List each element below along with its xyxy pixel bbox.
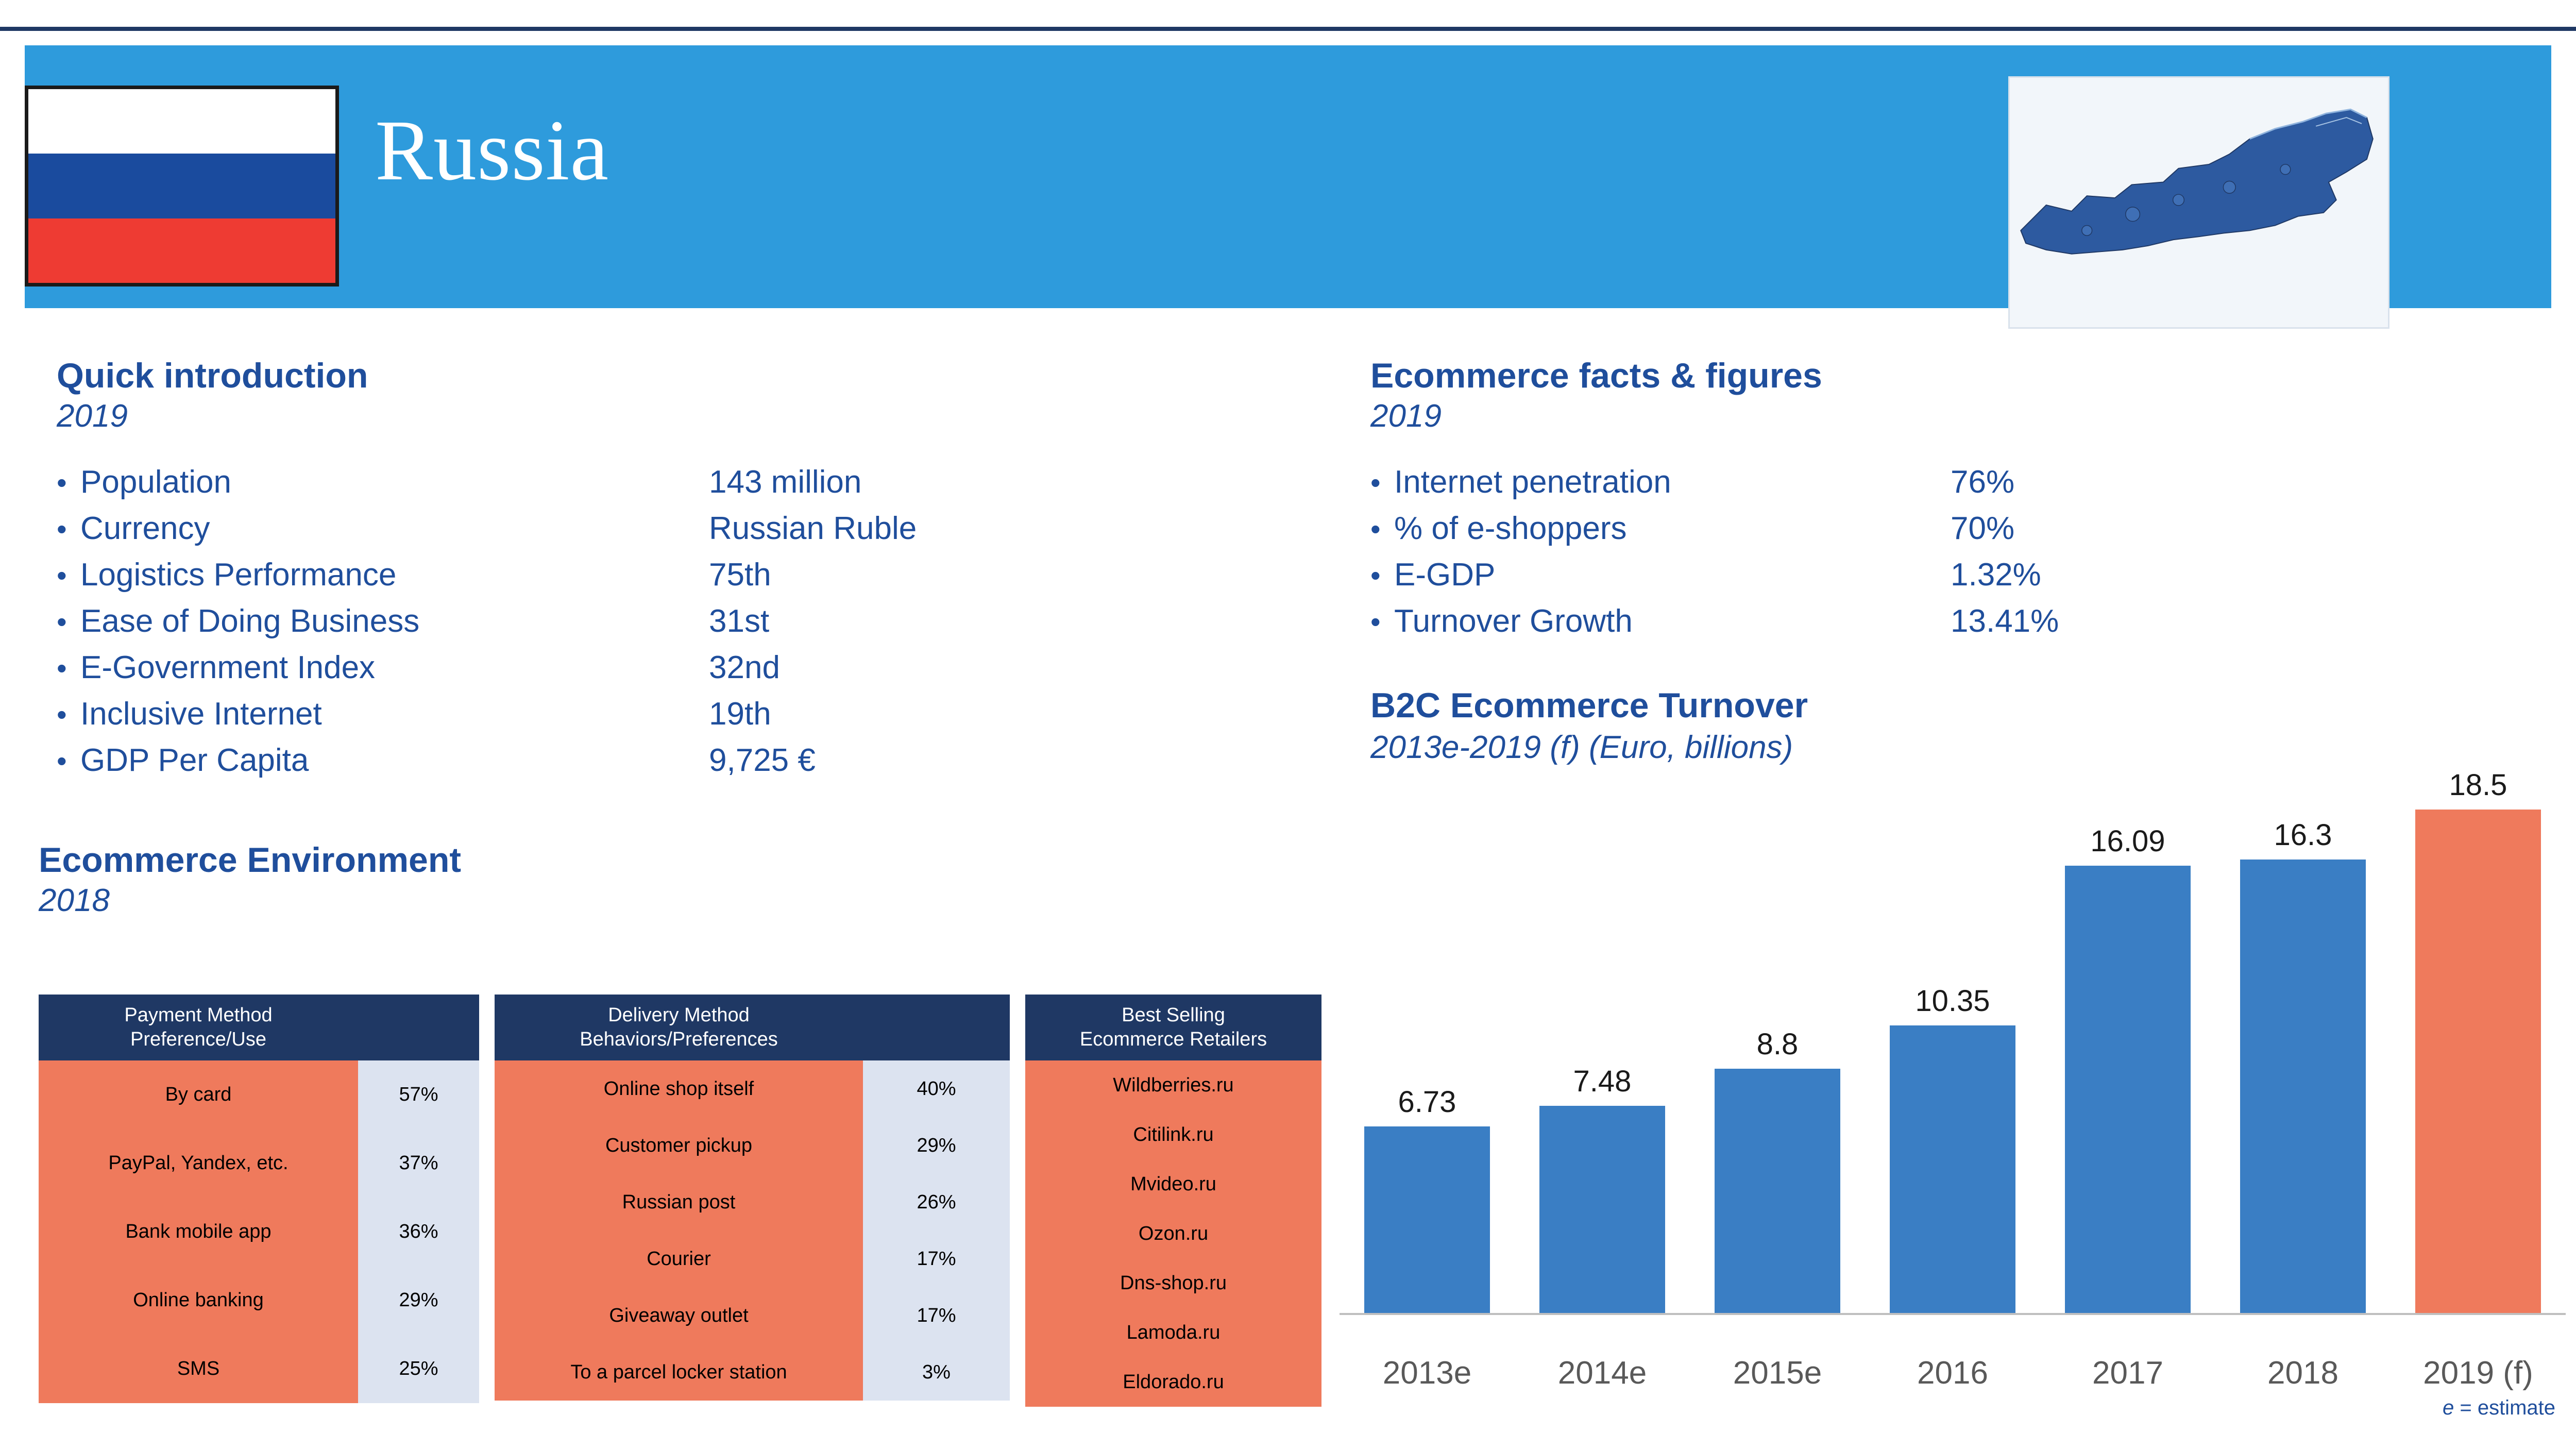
top-divider xyxy=(0,27,2576,31)
retailer-name: Lamoda.ru xyxy=(1025,1308,1321,1357)
list-item-label: E-GDP xyxy=(1394,557,1496,593)
x-tick-label: 2019 (f) xyxy=(2423,1355,2533,1391)
list-item-label: % of e-shoppers xyxy=(1394,511,1627,546)
table-row xyxy=(39,1129,479,1198)
list-item-value: 32nd xyxy=(709,650,780,685)
list-item-value: 13.41% xyxy=(1951,603,2059,639)
delivery-row-label: To a parcel locker station xyxy=(495,1344,863,1401)
retailer-name: Eldorado.ru xyxy=(1025,1357,1321,1407)
bullet-icon: • xyxy=(1370,513,1381,545)
x-tick-label: 2016 xyxy=(1917,1355,1988,1391)
delivery-row-value: 29% xyxy=(863,1117,1010,1174)
payment-method-table xyxy=(39,995,479,1403)
list-item xyxy=(57,696,1242,742)
table-row xyxy=(1025,1110,1321,1159)
quick-introduction-list xyxy=(57,464,1242,788)
table-row xyxy=(1025,1159,1321,1209)
table-header-row xyxy=(39,995,479,1060)
bar-value-label: 16.3 xyxy=(2274,818,2332,852)
payment-row-label: Bank mobile app xyxy=(39,1198,358,1266)
list-item xyxy=(57,649,1242,696)
ecommerce-facts-year: 2019 xyxy=(1370,398,1442,434)
table-row xyxy=(495,1231,1010,1287)
list-item-value: 75th xyxy=(709,557,771,593)
list-item-value: 76% xyxy=(1951,464,2015,500)
payment-row-value: 36% xyxy=(358,1198,479,1266)
bullet-icon: • xyxy=(1370,559,1381,592)
turnover-subtitle: 2013e-2019 (f) (Euro, billions) xyxy=(1370,730,1793,765)
bullet-icon: • xyxy=(57,513,67,545)
payment-row-value: 57% xyxy=(358,1060,479,1129)
bullet-icon: • xyxy=(1370,466,1381,499)
list-item xyxy=(57,603,1242,649)
x-tick-label: 2018 xyxy=(2267,1355,2338,1391)
payment-row-label: By card xyxy=(39,1060,358,1129)
ecommerce-facts-title: Ecommerce facts & figures xyxy=(1370,356,1822,395)
bar-value-label: 7.48 xyxy=(1573,1065,1632,1098)
payment-header-line1: Payment Method xyxy=(124,1004,273,1026)
quick-introduction-year: 2019 xyxy=(57,398,128,434)
bar-2019-forecast xyxy=(2415,810,2541,1314)
delivery-row-value: 40% xyxy=(863,1060,1010,1117)
list-item-label: Population xyxy=(80,464,232,500)
table-row xyxy=(39,1060,479,1129)
payment-row-label: SMS xyxy=(39,1335,358,1403)
delivery-row-label: Russian post xyxy=(495,1174,863,1231)
table-row xyxy=(1025,1308,1321,1357)
payment-row-label: Online banking xyxy=(39,1266,358,1335)
bar-2014 xyxy=(1539,1106,1666,1314)
payment-row-label: PayPal, Yandex, etc. xyxy=(39,1129,358,1198)
retailers-header-line1: Best Selling xyxy=(1122,1004,1225,1026)
table-row xyxy=(495,1174,1010,1231)
list-item-label: Logistics Performance xyxy=(80,557,397,593)
bar-column xyxy=(2215,768,2391,1314)
bar-2016 xyxy=(1890,1025,2016,1314)
list-item xyxy=(1370,603,2504,649)
list-item-value: 9,725 € xyxy=(709,743,816,778)
russia-flag-icon xyxy=(25,86,339,287)
x-tick-label: 2014e xyxy=(1557,1355,1647,1391)
chart-x-tick-labels xyxy=(1340,1355,2566,1391)
country-header-banner xyxy=(25,45,2551,308)
bar-value-label: 6.73 xyxy=(1398,1085,1456,1119)
bullet-icon: • xyxy=(57,698,67,731)
bar-column xyxy=(1515,768,1690,1314)
table-header-row xyxy=(1025,995,1321,1060)
delivery-header-blank xyxy=(863,995,1010,1060)
flag-stripe-blue xyxy=(28,154,335,218)
bullet-icon: • xyxy=(57,652,67,684)
delivery-row-value: 17% xyxy=(863,1287,1010,1344)
bar-2017 xyxy=(2065,866,2191,1314)
bullet-icon: • xyxy=(57,605,67,638)
estimate-footnote-prefix: e xyxy=(2442,1396,2454,1419)
x-tick-label: 2013e xyxy=(1382,1355,1472,1391)
estimate-footnote xyxy=(2443,1396,2555,1444)
list-item-value: Russian Ruble xyxy=(709,511,917,546)
bar-2013 xyxy=(1364,1126,1490,1314)
list-item-value: 143 million xyxy=(709,464,862,500)
list-item xyxy=(57,557,1242,603)
delivery-row-value: 26% xyxy=(863,1174,1010,1231)
table-row xyxy=(495,1117,1010,1174)
retailer-name: Ozon.ru xyxy=(1025,1209,1321,1258)
bullet-icon: • xyxy=(57,559,67,592)
ecommerce-environment-year: 2018 xyxy=(39,883,110,918)
list-item-label: Internet penetration xyxy=(1394,464,1671,500)
chart-bars xyxy=(1340,768,2566,1314)
delivery-header-line2: Behaviors/Preferences xyxy=(580,1029,778,1050)
retailer-name: Dns-shop.ru xyxy=(1025,1258,1321,1308)
delivery-row-label: Giveaway outlet xyxy=(495,1287,863,1344)
bar-value-label: 18.5 xyxy=(2449,768,2507,802)
bar-column xyxy=(2040,768,2215,1314)
retailer-name: Wildberries.ru xyxy=(1025,1060,1321,1110)
list-item-value: 19th xyxy=(709,696,771,732)
bar-value-label: 16.09 xyxy=(2090,824,2165,858)
estimate-footnote-text: = estimate xyxy=(2454,1396,2555,1419)
table-row xyxy=(39,1266,479,1335)
list-item-value: 31st xyxy=(709,603,770,639)
bar-column xyxy=(1865,768,2040,1314)
list-item xyxy=(57,464,1242,510)
retailers-table-header xyxy=(1025,995,1321,1060)
list-item-label: Currency xyxy=(80,511,210,546)
x-tick-label: 2017 xyxy=(2092,1355,2163,1391)
delivery-row-value: 3% xyxy=(863,1344,1010,1401)
delivery-row-label: Online shop itself xyxy=(495,1060,863,1117)
delivery-method-table xyxy=(495,995,1010,1401)
ecommerce-environment-title: Ecommerce Environment xyxy=(39,840,462,880)
table-row xyxy=(1025,1258,1321,1308)
table-row xyxy=(1025,1209,1321,1258)
payment-table-header xyxy=(39,995,358,1060)
table-row xyxy=(495,1344,1010,1401)
retailers-header-line2: Ecommerce Retailers xyxy=(1079,1029,1267,1050)
best-selling-retailers-table xyxy=(1025,995,1321,1407)
bar-column xyxy=(1340,768,1515,1314)
table-row xyxy=(495,1060,1010,1117)
b2c-turnover-bar-chart xyxy=(1340,711,2566,1433)
turnover-title: B2C Ecommerce Turnover xyxy=(1370,686,1808,725)
table-row xyxy=(495,1287,1010,1344)
bar-value-label: 10.35 xyxy=(1915,984,1990,1018)
list-item-value: 70% xyxy=(1951,511,2015,546)
list-item-value: 1.32% xyxy=(1951,557,2041,593)
flag-stripe-white xyxy=(28,89,335,154)
payment-header-blank xyxy=(358,995,479,1060)
delivery-row-label: Courier xyxy=(495,1231,863,1287)
list-item-label: Ease of Doing Business xyxy=(80,603,420,639)
table-header-row xyxy=(495,995,1010,1060)
bullet-icon: • xyxy=(57,466,67,499)
table-row xyxy=(39,1335,479,1403)
bullet-icon: • xyxy=(57,745,67,777)
chart-x-axis xyxy=(1340,1313,2566,1315)
bar-value-label: 8.8 xyxy=(1756,1027,1799,1061)
list-item xyxy=(57,510,1242,557)
delivery-header-line1: Delivery Method xyxy=(608,1004,750,1026)
bar-2015 xyxy=(1715,1069,1841,1314)
table-row xyxy=(1025,1357,1321,1407)
ecommerce-facts-list xyxy=(1370,464,2504,649)
page-title: Russia xyxy=(375,103,609,198)
list-item xyxy=(57,742,1242,788)
bullet-icon: • xyxy=(1370,605,1381,638)
x-tick-label: 2015e xyxy=(1733,1355,1822,1391)
payment-header-line2: Preference/Use xyxy=(130,1029,266,1050)
table-row xyxy=(39,1198,479,1266)
list-item xyxy=(1370,464,2504,510)
delivery-row-value: 17% xyxy=(863,1231,1010,1287)
retailer-name: Citilink.ru xyxy=(1025,1110,1321,1159)
list-item xyxy=(1370,510,2504,557)
list-item-label: GDP Per Capita xyxy=(80,743,309,778)
russia-map-icon xyxy=(2008,76,2389,329)
list-item-label: E-Government Index xyxy=(80,650,376,685)
map-svg xyxy=(2010,78,2388,327)
payment-row-value: 29% xyxy=(358,1266,479,1335)
list-item xyxy=(1370,557,2504,603)
payment-row-value: 37% xyxy=(358,1129,479,1198)
quick-introduction-title: Quick introduction xyxy=(57,356,368,395)
bar-2018 xyxy=(2240,860,2366,1314)
list-item-label: Turnover Growth xyxy=(1394,603,1633,639)
delivery-table-header xyxy=(495,995,863,1060)
flag-stripe-red xyxy=(28,218,335,283)
payment-row-value: 25% xyxy=(358,1335,479,1403)
table-row xyxy=(1025,1060,1321,1110)
delivery-row-label: Customer pickup xyxy=(495,1117,863,1174)
bar-column xyxy=(1690,768,1865,1314)
retailer-name: Mvideo.ru xyxy=(1025,1159,1321,1209)
list-item-label: Inclusive Internet xyxy=(80,696,322,732)
bar-column xyxy=(2391,768,2566,1314)
